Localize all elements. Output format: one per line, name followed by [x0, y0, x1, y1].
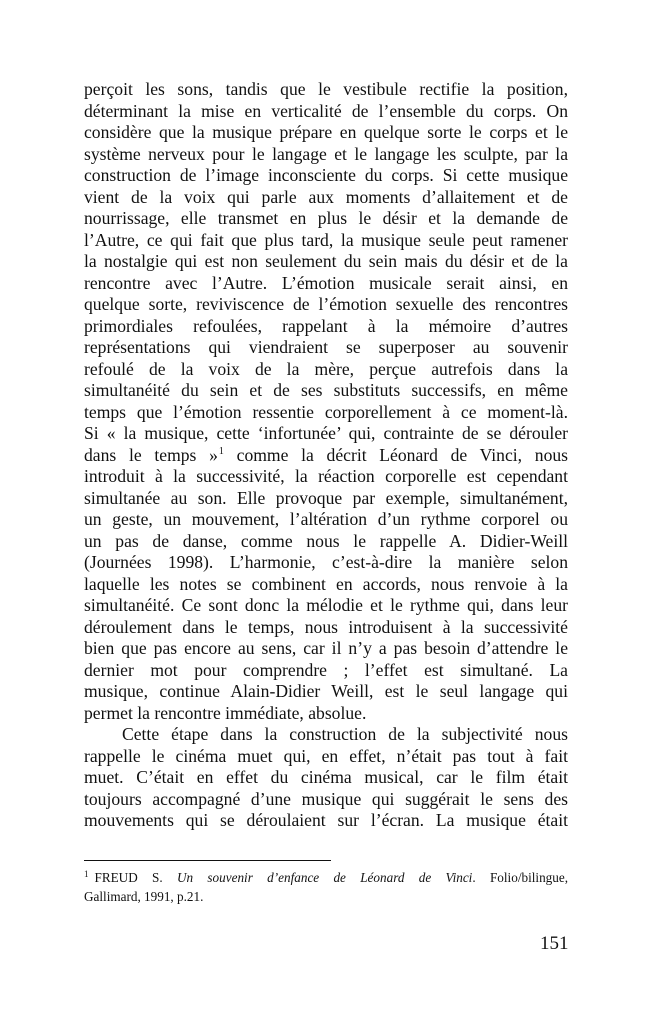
- paragraph-2: [84, 724, 568, 832]
- text-line: mouvements qui se déroulaient sur l’écran. La musique était: [84, 810, 568, 830]
- text-line: un geste, un mouvement, l’altération d’un rythme corporel ou: [84, 509, 568, 529]
- text-line: représentations qui viendraient se superposer au souvenir: [84, 337, 568, 357]
- footnote-publisher: . Folio/bilingue,: [472, 870, 568, 885]
- footnote-number: 1: [84, 869, 89, 879]
- footnote-author: FREUD S.: [94, 870, 163, 885]
- text-line: nourrissage, elle transmet en plus le désir et la demande de: [84, 208, 568, 228]
- text-line: rencontre avec l’Autre. L’émotion musicale serait ainsi, en: [84, 272, 568, 293]
- text-line: vient de la voix qui parle aux moments d’allaitement et de: [84, 186, 568, 207]
- text-line: refoulé de la voix de la mère, perçue autrefois dans la: [84, 358, 568, 379]
- text-line: simultanéité. Ce sont donc la mélodie et le rythme qui, dans leur: [84, 595, 568, 615]
- text-line: la nostalgie qui est non seulement du sein mais du désir et de la: [84, 251, 568, 271]
- footnote-title: Un souvenir d’enfance de Léonard de Vinci: [177, 870, 473, 885]
- text-line: construction de l’image inconsciente du corps. Si cette musique: [84, 165, 568, 185]
- text-line: musique, continue Alain-Didier Weill, est le seul langage qui: [84, 681, 568, 701]
- text-line: primordiales refoulées, rappelant à la mémoire d’autres: [84, 315, 568, 336]
- text-line: quelque sorte, reviviscence de l’émotion sexuelle des rencontres: [84, 294, 568, 314]
- text-line: un pas de danse, comme nous le rappelle A. Didier-Weill: [84, 530, 568, 551]
- text-line: temps que l’émotion ressentie corporellement à ce moment-là.: [84, 401, 568, 422]
- footnote-separator: [84, 860, 331, 861]
- text-line: introduit à la successivité, la réaction corporelle est cependant: [84, 466, 568, 486]
- footnote-line: [84, 869, 568, 888]
- text-line: permet la rencontre immédiate, absolue.: [84, 702, 367, 723]
- text-line: déroulement dans le temps, nous introduisent à la successivité: [84, 616, 568, 637]
- body-text: [84, 79, 568, 832]
- text-line: muet. C’était en effet du cinéma musical, car le film était: [84, 767, 568, 787]
- text-line: (Journées 1998). L’harmonie, c’est-à-dire la manière selon: [84, 552, 568, 572]
- text-line: laquelle les notes se combinent en accords, nous renvoie à la: [84, 573, 568, 594]
- text-line: système nerveux pour le langage et le langage les sculpte, par la: [84, 143, 568, 164]
- text-line: déterminant la mise en verticalité de l’ensemble du corps. On: [84, 100, 568, 121]
- page-number: 151: [540, 933, 569, 954]
- text-line: perçoit les sons, tandis que le vestibule rectifie la position,: [84, 79, 568, 99]
- text-line: toujours accompagné d’une musique qui suggérait le sens des: [84, 788, 568, 809]
- text-line: l’Autre, ce qui fait que plus tard, la musique seule peut ramener: [84, 229, 568, 250]
- footnote-line: Gallimard, 1991, p.21.: [84, 889, 204, 904]
- text-line: bien que pas encore au sens, car il n’y a pas besoin d’attendre le: [84, 638, 568, 658]
- paragraph-1: [84, 79, 568, 724]
- text-line: simultanée au son. Elle provoque par exemple, simultanément,: [84, 487, 568, 508]
- text-line-with-footnote-ref: [84, 445, 568, 467]
- text-fragment: dans le temps »: [84, 444, 218, 465]
- text-line: dernier mot pour comprendre ; l’effet est simultané. La: [84, 659, 568, 680]
- text-line: simultanéité du sein et de ses substituts successifs, en même: [84, 380, 568, 400]
- footnotes: [84, 869, 568, 906]
- text-line: Si « la musique, cette ‘infortunée’ qui, contrainte de se dérouler: [84, 423, 568, 443]
- text-line: considère que la musique prépare en quelque sorte le corps et le: [84, 122, 568, 142]
- text-line: Cette étape dans la construction de la subjectivité nous: [122, 724, 568, 744]
- text-fragment: comme la décrit Léonard de Vinci, nous: [223, 444, 569, 465]
- text-line: rappelle le cinéma muet qui, en effet, n’était pas tout à fait: [84, 745, 568, 766]
- footnote-reference[interactable]: 1: [218, 445, 224, 457]
